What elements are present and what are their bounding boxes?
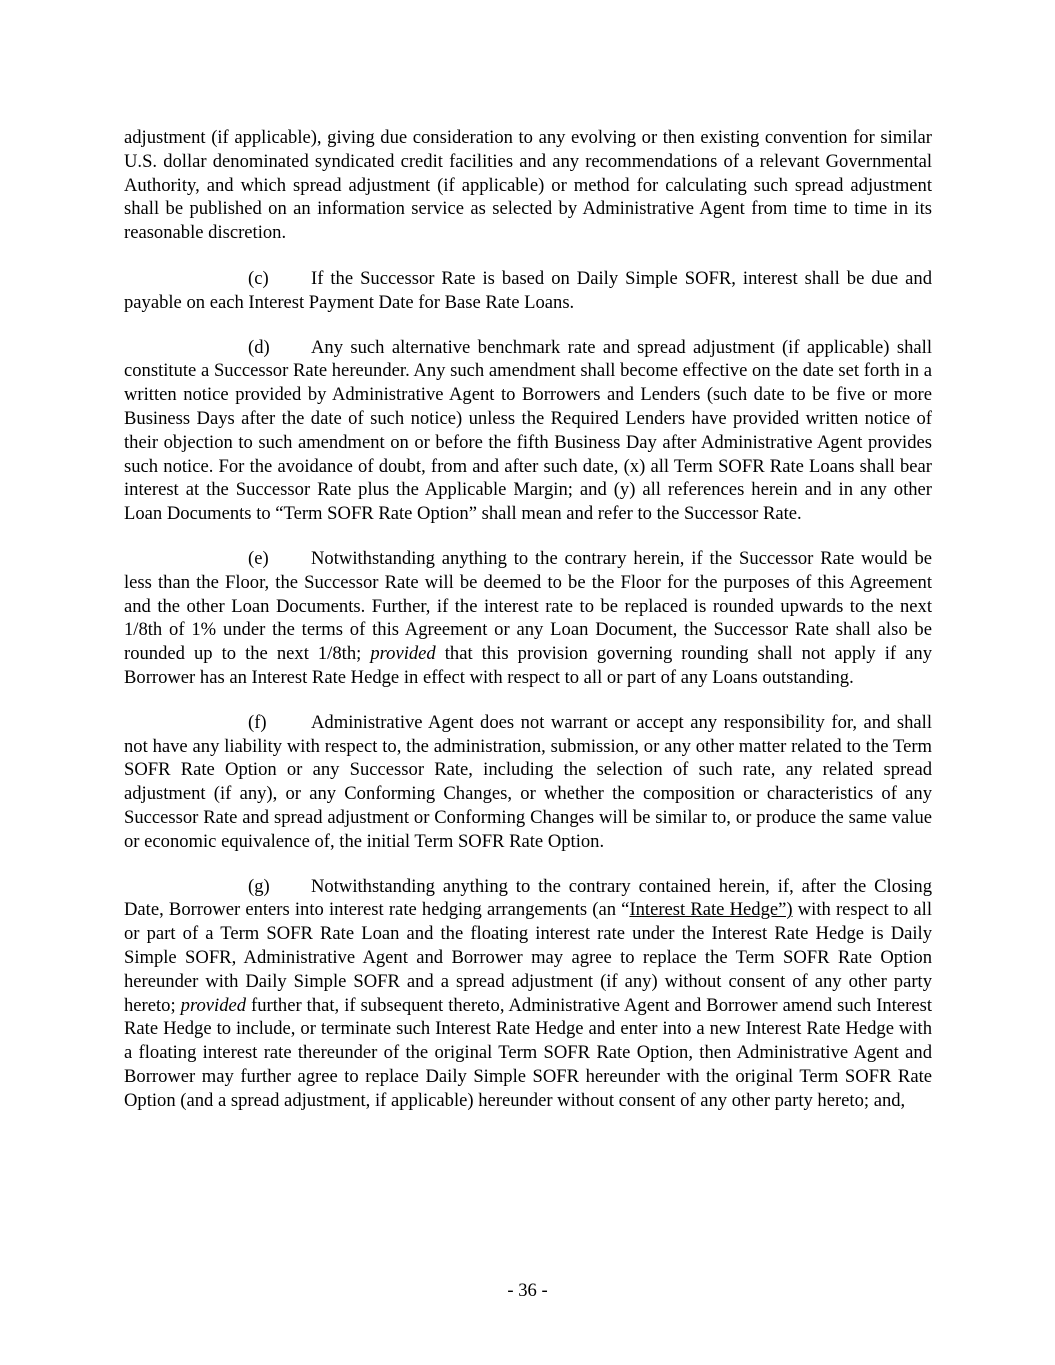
paragraph-g-italic: provided bbox=[180, 994, 247, 1016]
paragraph-e-text-before: Notwithstanding anything to the contrary herein, if the Successor Rate would be less than the Floor, the Successor Rate will be deemed to be the Floor for the purposes of this Agreement and the other Loan Documents. Further, if the interest rate to be replaced is rounded upwards to the next 1/8th of 1% under the terms of this Agreement or any Loan Document, the Successor Rate shall also be rounded up to the next 1/8th; bbox=[124, 547, 932, 665]
paragraph-d bbox=[124, 336, 932, 526]
document-body bbox=[124, 126, 932, 1133]
paragraph-e bbox=[124, 547, 932, 690]
paragraph-f-label: (f) bbox=[248, 711, 267, 733]
paragraph-g-label: (g) bbox=[248, 875, 270, 897]
paragraph-g-text-middle: with respect to all or part of a Term SOFR Rate Loan and the floating interest rate under the Interest Rate Hedge is Daily Simple SOFR, Administrative Agent and Borrower may agree to replace the Term SOFR Rate Option hereunder with Daily Simple SOFR and a spread adjustment (if any) without consent of any other party hereto; bbox=[124, 899, 932, 1016]
paragraph-d-text: Any such alternative benchmark rate and spread adjustment (if applicable) shall constitute a Successor Rate hereunder. Any such amendment shall become effective on the date set forth in a written notice provided by Administrative Agent to Borrowers and Lenders (such date to be five or more Business Days after the date of such notice) unless the Required Lenders have provided written notice of their objection to such amendment on or before the fifth Business Day after Administrative Agent provides such notice. For the avoidance of doubt, from and after such date, (x) all Term SOFR Rate Loans shall bear interest at the Successor Rate plus the Applicable Margin; and (y) all references herein and in any other Loan Documents to “Term SOFR Rate Option” shall mean and refer to the Successor Rate. bbox=[124, 336, 932, 525]
paragraph-g bbox=[124, 875, 932, 1113]
paragraph-intro-text: adjustment (if applicable), giving due consideration to any evolving or then existing convention for similar U.S. dollar denominated syndicated credit facilities and any recommendations of a relevant Governmental Authority, and which spread adjustment (if applicable) or method for calculating such spread adjustment shall be published on an information service as selected by Administrative Agent from time to time in its reasonable discretion. bbox=[124, 127, 932, 244]
paragraph-e-text-after: that this provision governing rounding shall not apply if any Borrower has an Interest Rate Hedge in effect with respect to all or part of any Loans outstanding. bbox=[124, 643, 932, 688]
paragraph-e-italic: provided bbox=[370, 643, 436, 665]
paragraph-e-label: (e) bbox=[248, 547, 269, 569]
paragraph-c-text: If the Successor Rate is based on Daily Simple SOFR, interest shall be due and payable on each Interest Payment Date for Base Rate Loans. bbox=[124, 267, 932, 313]
paragraph-c bbox=[124, 267, 932, 315]
paragraph-g-text-before: Notwithstanding anything to the contrary contained herein, if, after the Closing Date, Borrower enters into interest rate hedging arrangements (an “ bbox=[124, 875, 932, 921]
paragraph-c-label: (c) bbox=[248, 267, 269, 289]
paragraph-d-label: (d) bbox=[248, 336, 270, 358]
defined-term-interest-rate-hedge: Interest Rate Hedge”) bbox=[629, 899, 793, 921]
paragraph-g-text-after: further that, if subsequent thereto, Administrative Agent and Borrower amend such Interest Rate Hedge to include, or terminate such Interest Rate Hedge and enter into a new Interest Rate Hedge with a floating interest rate thereunder of the original Term SOFR Rate Option, then Administrative Agent and Borrower may further agree to replace Daily Simple SOFR hereunder with the original Term SOFR Rate Option (and a spread adjustment, if applicable) hereunder without consent of any other party hereto; and, bbox=[124, 994, 932, 1111]
paragraph-intro bbox=[124, 126, 932, 245]
paragraph-f bbox=[124, 711, 932, 854]
page-number: - 36 - bbox=[507, 1280, 548, 1301]
paragraph-f-text: Administrative Agent does not warrant or accept any responsibility for, and shall not have any liability with respect to, the administration, submission, or any other matter related to the Term SOFR Rate Option or any Successor Rate, including the selection of such rate, any related spread adjustment (if any), or any Conforming Changes, or whether the composition or characteristics of any Successor Rate and spread adjustment or Conforming Changes will be similar to, or produce the same value or economic equivalence of, the initial Term SOFR Rate Option. bbox=[124, 711, 932, 852]
